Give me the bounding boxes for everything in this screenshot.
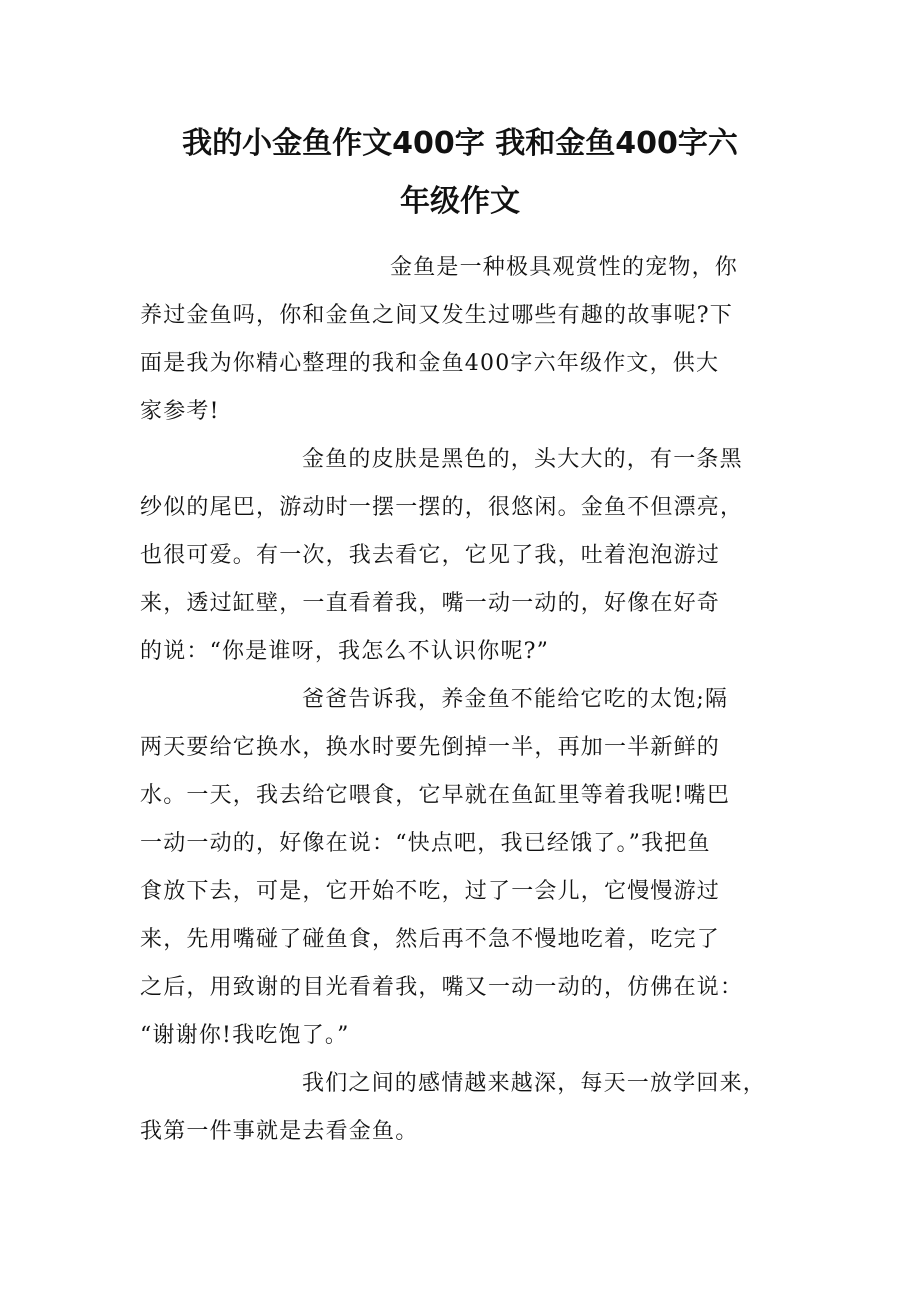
paragraph-3-line-8: “谢谢你!我吃饱了。” — [140, 1023, 350, 1048]
paragraph-2-line-1: 金鱼的皮肤是黑色的，头大大的，有一条黑 — [302, 447, 743, 472]
paragraph-1-line-1: 金鱼是一种极具观赏性的宠物，你 — [390, 255, 739, 280]
paragraph-4-line-1: 我们之间的感情越来越深，每天一放学回来， — [302, 1071, 767, 1096]
paragraph-2-line-5: 的说：“你是谁呀，我怎么不认识你呢?” — [140, 639, 550, 664]
paragraph-3-line-2: 两天要给它换水，换水时要先倒掉一半，再加一半新鲜的 — [140, 735, 721, 760]
paragraph-1-line-4: 家参考! — [140, 399, 220, 424]
paragraph-3-line-4: 一动一动的，好像在说：“快点吧，我已经饿了。”我把鱼 — [140, 831, 711, 856]
paragraph-1-line-3: 面是我为你精心整理的我和金鱼400字六年级作文，供大 — [140, 351, 720, 376]
paragraph-3-line-1: 爸爸告诉我，养金鱼不能给它吃的太饱;隔 — [302, 687, 729, 712]
document-title-line-2: 年级作文 — [400, 184, 520, 219]
paragraph-2-line-3: 也很可爱。有一次，我去看它，它见了我，吐着泡泡游过 — [140, 543, 721, 568]
paragraph-3-line-5: 食放下去，可是，它开始不吃，过了一会儿，它慢慢游过 — [140, 879, 721, 904]
paragraph-3-line-3: 水。一天，我去给它喂食，它早就在鱼缸里等着我呢!嘴巴 — [140, 783, 731, 808]
paragraph-2-line-2: 纱似的尾巴，游动时一摆一摆的，很悠闲。金鱼不但漂亮， — [140, 495, 744, 520]
paragraph-4-line-2: 我第一件事就是去看金鱼。 — [140, 1119, 419, 1144]
paragraph-2-line-4: 来，透过缸壁，一直看着我，嘴一动一动的，好像在好奇 — [140, 591, 721, 616]
document-title-line-1: 我的小金鱼作文400字 我和金鱼400字六 — [182, 126, 738, 161]
paragraph-3-line-7: 之后，用致谢的目光看着我，嘴又一动一动的，仿佛在说： — [140, 975, 744, 1000]
paragraph-3-line-6: 来，先用嘴碰了碰鱼食，然后再不急不慢地吃着，吃完了 — [140, 927, 721, 952]
paragraph-1-line-2: 养过金鱼吗，你和金鱼之间又发生过哪些有趣的故事呢?下 — [140, 303, 733, 328]
